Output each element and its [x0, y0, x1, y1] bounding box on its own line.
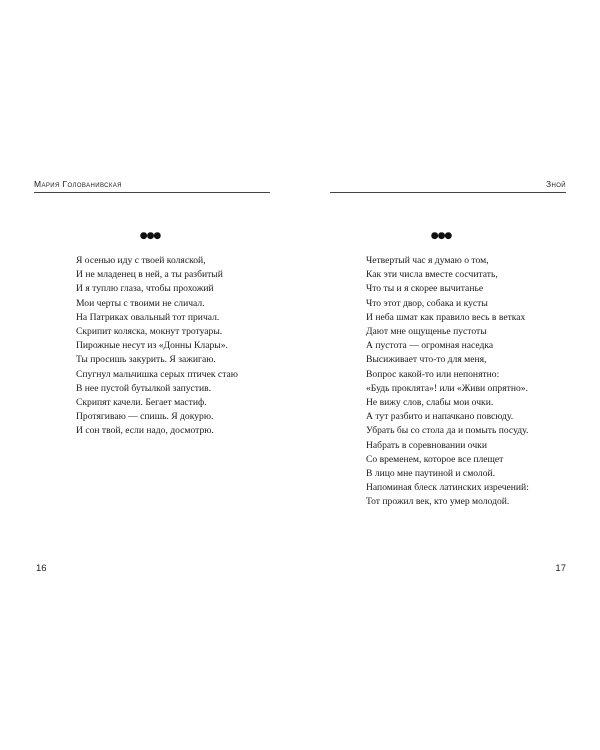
poem-line: Напоминая блеск латинских изречений: [366, 482, 529, 494]
header-rule [330, 192, 566, 193]
poem-line: Как эти числа вместе сосчитать, [366, 269, 498, 281]
right-page [300, 0, 600, 750]
poem-line: И не младенец в ней, а ты разбитый [76, 269, 223, 281]
poem-line: Скрипит коляска, мокнут тротуары. [76, 326, 223, 338]
poem-line: Набрать в соревновании очки [366, 439, 487, 451]
poem-line: На Патриках овальный тот причал. [76, 311, 220, 323]
poem-line: Высиживает что-то для меня, [366, 354, 487, 366]
poem-line: Что этот двор, собака и кусты [366, 297, 488, 309]
poem-line: Убрать бы со стола да и помыть посуду. [366, 425, 529, 437]
section-ornament: ●●● [139, 231, 161, 241]
page-number: 17 [555, 563, 566, 574]
poem-left [76, 254, 238, 439]
poem-line: Не вижу слов, слабы мои очки. [366, 397, 494, 409]
running-head-author: Мария Голованивская [34, 179, 122, 189]
page-number: 16 [36, 563, 47, 574]
poem-line: И неба шмат как правило весь в ветках [366, 311, 526, 323]
poem-line: Что ты и я скорее вычитанье [366, 283, 484, 295]
section-ornament: ●●● [430, 231, 452, 241]
poem-right [366, 254, 529, 510]
poem-line: Пирожные несут из «Донны Клары». [76, 340, 228, 352]
poem-line: И я туплю глаза, чтобы прохожий [76, 283, 214, 295]
poem-line: Со временем, которое все плещет [366, 453, 504, 465]
header-rule [34, 192, 270, 193]
poem-line: Четвертый час я думаю о том, [366, 255, 489, 266]
poem-line: Тот прожил век, кто умер молодой. [366, 496, 510, 508]
poem-line: Я осенью иду с твоей коляской, [76, 255, 206, 266]
running-head-title: Зной [545, 179, 566, 189]
poem-line: И сон твой, если надо, досмотрю. [76, 425, 214, 437]
poem-line: Мои черты с твоими не сличал. [76, 297, 205, 309]
poem-line: В нее пустой бутылкой запустив. [76, 382, 212, 394]
poem-line: А пустота — огромная наседка [366, 340, 494, 352]
poem-line: В лицо мне паутиной и смолой. [366, 468, 496, 480]
poem-line: Скрипят качели. Бегает мастиф. [76, 397, 207, 409]
poem-line: Дают мне ощущенье пустоты [366, 326, 487, 338]
poem-line: Вопрос какой-то или непонятно: [366, 368, 500, 380]
poem-line: Протягиваю — спишь. Я докурю. [76, 411, 214, 423]
poem-line: «Будь проклята»! или «Живи опрятно». [366, 382, 528, 394]
poem-line: Спугнул мальчишка серых птичек стаю [76, 368, 238, 380]
poem-line: Ты просишь закурить. Я зажигаю. [76, 354, 216, 366]
poem-line: А тут разбито и напачкано повсюду. [366, 411, 514, 423]
